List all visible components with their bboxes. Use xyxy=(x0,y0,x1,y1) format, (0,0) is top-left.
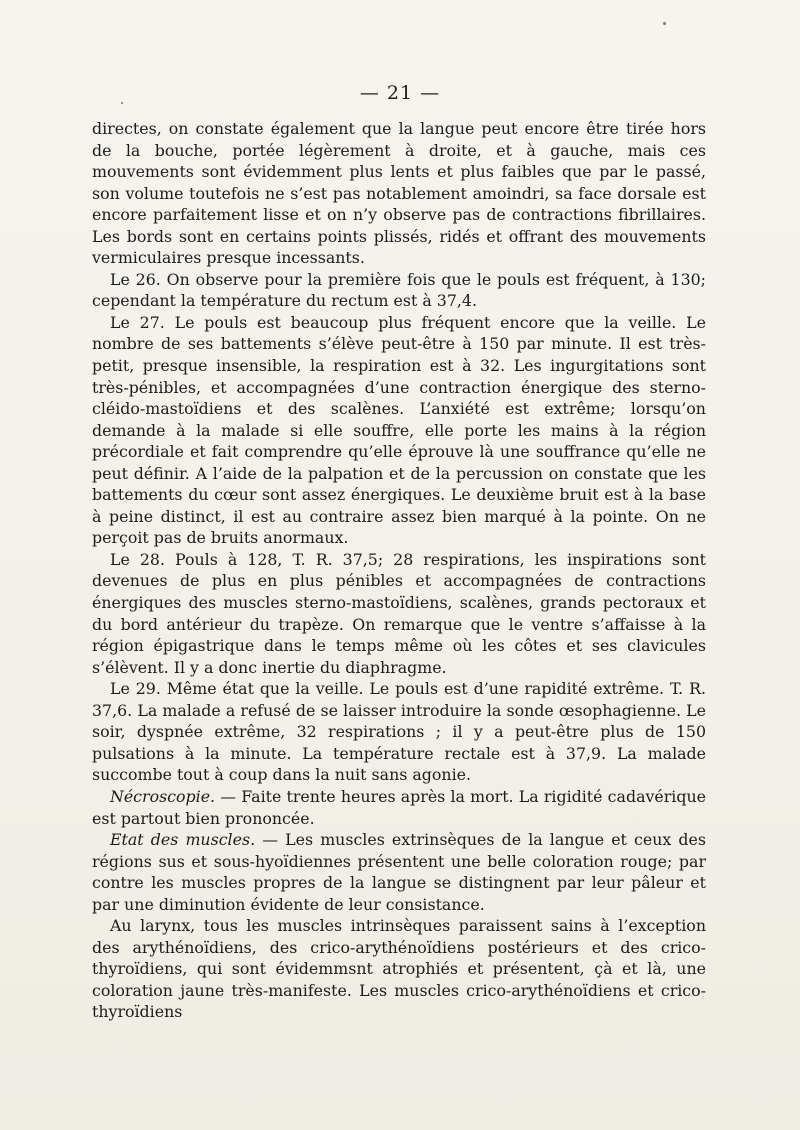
section-label: Etat des muscles. xyxy=(110,830,256,850)
paragraph xyxy=(92,915,706,1023)
paragraph xyxy=(92,118,706,269)
paragraph-text: Le 27. Le pouls est beaucoup plus fréquent encore que la veille. Le nombre de ses battements s’élève peut-être à 150 par minute. Il est très-petit, presque insensible, la respiration est à 32. Les ingurgitations sont très-pénibles, et accompagnées d’une contraction énergique des sterno-cléido-mastoïdiens et des scalènes. L’anxiété est extrême; lorsqu’on demande à la malade si elle souffre, elle porte les mains à la région précordiale et fait comprendre qu’elle éprouve là une souffrance qu’elle ne peut définir. A l’aide de la palpation et de la percussion on constate que les battements du cœur sont assez énergiques. Le deuxième bruit est à la base à peine distinct, il est au contraire assez bien marqué à la pointe. On ne perçoit pas de bruits anormaux. xyxy=(92,312,706,548)
paragraph-text: directes, on constate également que la langue peut encore être tirée hors de la bouche, portée légèrement à droite, et à gauche, mais ces mouvements sont évidemment plus lents et plus faibles que par le passé, son volume toutefois ne s’est pas notablement amoindri, sa face dorsale est encore parfaitement lisse et on n’y observe pas de contractions fibrillaires. Les bords sont en certains points plissés, ridés et offrant des mouvements vermiculaires presque incessants. xyxy=(92,119,706,268)
page-number: — 21 — xyxy=(359,82,441,104)
paragraph-text: Le 26. On observe pour la première fois que le pouls est fréquent, à 130; cependant la température du rectum est à 37,4. xyxy=(92,269,706,311)
paragraph-text: Au larynx, tous les muscles intrinsèques paraissent sains à l’exception des arythénoïdiens, des crico-arythénoïdiens postérieurs et des crico-thyroïdiens, qui sont évidemmsnt atrophiés et présentent, çà et là, une coloration jaune très-manifeste. Les muscles crico-arythénoïdiens et crico-thyroïdiens xyxy=(92,916,706,1022)
body-text xyxy=(92,118,706,1023)
paragraph-text: — Faite trente heures après la mort. La rigidité cadavérique est partout bien prononcée. xyxy=(92,786,706,828)
paragraph xyxy=(92,269,706,312)
paragraph xyxy=(92,549,706,678)
paragraph xyxy=(92,312,706,549)
paragraph-text: Le 28. Pouls à 128, T. R. 37,5; 28 respirations, les inspirations sont devenues de plus en plus pénibles et accompagnées de contractions énergiques des muscles sterno-mastoïdiens, scalènes, grands pectoraux et du bord antérieur du trapèze. On remarque que le ventre s’affaisse à la région épigastrique dans le temps même où les côtes et ses clavicules s’élèvent. Il y a donc inertie du diaphragme. xyxy=(92,549,706,677)
ink-speck xyxy=(663,22,666,25)
paragraph xyxy=(92,829,706,915)
paragraph xyxy=(92,786,706,829)
paragraph xyxy=(92,678,706,786)
paragraph-text: Le 29. Même état que la veille. Le pouls est d’une rapidité extrême. T. R. 37,6. La malade a refusé de se laisser introduire la sonde œsophagienne. Le soir, dyspnée extrême, 32 respirations ; il y a peut-être plus de 150 pulsations à la minute. La température rectale est à 37,9. La malade succombe tout à coup dans la nuit sans agonie. xyxy=(92,679,706,785)
section-label: Nécroscopie. xyxy=(110,786,216,806)
paragraph-text: — Les muscles extrinsèques de la langue et ceux des régions sus et sous-hyoïdiennes présentent une belle coloration rouge; par contre les muscles propres de la langue se distingnent par leur pâleur et par une diminution évidente de leur consistance. xyxy=(92,830,706,914)
